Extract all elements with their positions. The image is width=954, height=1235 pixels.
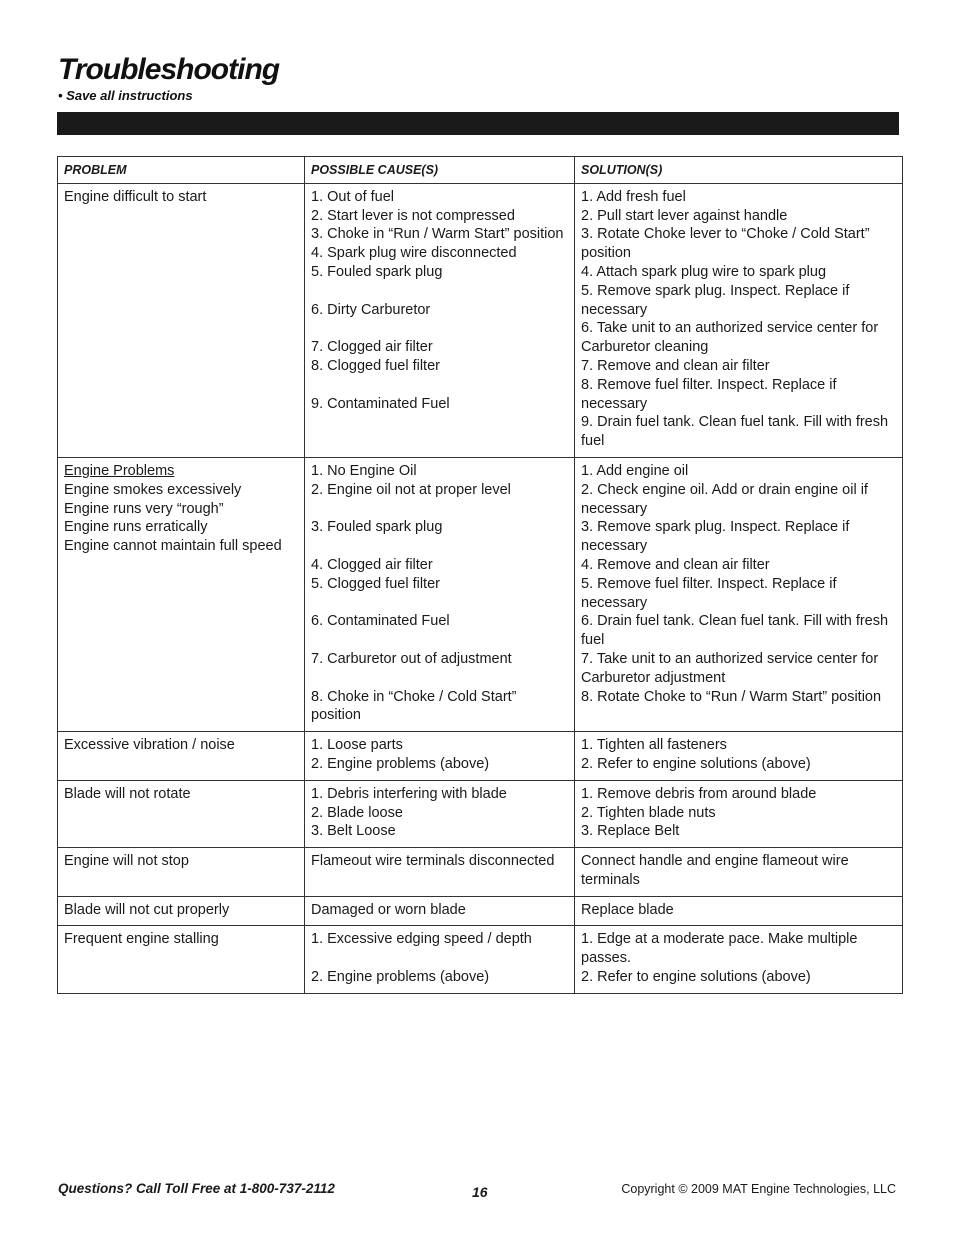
cell-line: 7. Take unit to an authorized service center for Carburetor adjustment xyxy=(581,650,879,686)
cell-line: 8. Remove fuel filter. Inspect. Replace if necessary xyxy=(581,376,837,412)
problem-heading: Engine Problems xyxy=(64,462,175,479)
solution-cell xyxy=(575,457,903,731)
cell-line: 2. Blade loose xyxy=(311,804,403,821)
cell-line: 3. Remove spark plug. Inspect. Replace if necessary xyxy=(581,519,850,555)
cell-line: 1. Tighten all fasteners xyxy=(581,737,727,754)
cell-line: 3. Fouled spark plug xyxy=(311,519,443,536)
line-spacer xyxy=(311,500,568,519)
line-spacer xyxy=(311,631,568,650)
cell-line: 5. Fouled spark plug xyxy=(311,263,443,280)
cell-line: 2. Tighten blade nuts xyxy=(581,804,716,821)
cell-line: Replace blade xyxy=(581,901,674,918)
cell-line: 6. Dirty Carburetor xyxy=(311,301,431,318)
cell-line: 2. Engine oil not at proper level xyxy=(311,481,511,498)
cell-line: Engine smokes excessively xyxy=(64,481,242,498)
cell-line: 1. Loose parts xyxy=(311,737,403,754)
cell-line: 5. Clogged fuel filter xyxy=(311,575,440,592)
cell-line: 7. Carburetor out of adjustment xyxy=(311,650,512,667)
page-title: Troubleshooting xyxy=(58,53,280,86)
footer-phone: Questions? Call Toll Free at 1-800-737-2112 xyxy=(58,1181,335,1196)
table-body xyxy=(58,183,903,993)
cell-line: Engine cannot maintain full speed xyxy=(64,538,282,555)
page-subtitle: • Save all instructions xyxy=(58,88,193,103)
cell-line: Engine runs erratically xyxy=(64,519,208,536)
cause-cell xyxy=(305,732,575,781)
cause-cell xyxy=(305,848,575,897)
page-number: 16 xyxy=(472,1184,488,1200)
cell-line: Engine difficult to start xyxy=(64,188,207,205)
line-spacer xyxy=(311,282,568,301)
table-row xyxy=(58,896,903,926)
cell-line: 8. Choke in “Choke / Cold Start” position xyxy=(311,688,517,724)
problem-cell xyxy=(58,780,305,847)
cell-line: 3. Choke in “Run / Warm Start” position xyxy=(311,226,564,243)
cell-line: 1. Excessive edging speed / depth xyxy=(311,931,532,948)
solution-cell xyxy=(575,780,903,847)
solution-cell xyxy=(575,848,903,897)
cell-line: 1. Remove debris from around blade xyxy=(581,785,817,802)
table-row xyxy=(58,780,903,847)
line-spacer xyxy=(311,376,568,395)
cell-line: 3. Belt Loose xyxy=(311,823,396,840)
cell-line: 7. Remove and clean air filter xyxy=(581,357,770,374)
troubleshooting-table xyxy=(57,156,903,994)
line-spacer xyxy=(311,949,568,968)
cell-line: 1. Debris interfering with blade xyxy=(311,785,507,802)
problem-cell xyxy=(58,896,305,926)
cell-line: 4. Clogged air filter xyxy=(311,556,433,573)
cell-line: 9. Contaminated Fuel xyxy=(311,395,450,412)
cause-cell xyxy=(305,183,575,457)
cell-line: 2. Start lever is not compressed xyxy=(311,207,515,224)
cell-line: 6. Contaminated Fuel xyxy=(311,613,450,630)
problem-cell xyxy=(58,848,305,897)
cell-line: 1. Edge at a moderate pace. Make multiple passes. xyxy=(581,931,858,967)
problem-cell xyxy=(58,457,305,731)
cell-line: 1. No Engine Oil xyxy=(311,462,417,479)
cell-line: Excessive vibration / noise xyxy=(64,737,235,754)
cell-line: 5. Remove spark plug. Inspect. Replace if necessary xyxy=(581,282,850,318)
problem-cell xyxy=(58,926,305,993)
cell-line: 5. Remove fuel filter. Inspect. Replace if necessary xyxy=(581,575,837,611)
table-row xyxy=(58,183,903,457)
cause-cell xyxy=(305,896,575,926)
solution-cell xyxy=(575,896,903,926)
cell-line: 2. Engine problems (above) xyxy=(311,755,490,772)
column-header-causes: POSSIBLE CAUSE(S) xyxy=(305,157,575,184)
solution-cell xyxy=(575,183,903,457)
cell-line: Blade will not rotate xyxy=(64,785,191,802)
cell-line: 3. Rotate Choke lever to “Choke / Cold Start” position xyxy=(581,226,870,262)
cell-line: 2. Refer to engine solutions (above) xyxy=(581,969,811,986)
cell-line: 7. Clogged air filter xyxy=(311,339,433,356)
cell-line: 6. Take unit to an authorized service center for Carburetor cleaning xyxy=(581,320,879,356)
cell-line: Flameout wire terminals disconnected xyxy=(311,853,555,870)
cell-line: 4. Attach spark plug wire to spark plug xyxy=(581,263,827,280)
cell-line: Blade will not cut properly xyxy=(64,901,230,918)
cause-cell xyxy=(305,457,575,731)
cell-line: 8. Clogged fuel filter xyxy=(311,357,440,374)
cell-line: 4. Remove and clean air filter xyxy=(581,556,770,573)
cell-line: 2. Engine problems (above) xyxy=(311,969,490,986)
footer-copyright: Copyright © 2009 MAT Engine Technologies, LLC xyxy=(621,1182,896,1196)
section-header-bar xyxy=(57,112,899,135)
cell-line: Connect handle and engine flameout wire terminals xyxy=(581,853,849,888)
table-row xyxy=(58,848,903,897)
problem-cell xyxy=(58,732,305,781)
solution-cell xyxy=(575,732,903,781)
cell-line: 4. Spark plug wire disconnected xyxy=(311,245,517,262)
cause-cell xyxy=(305,926,575,993)
cell-line: 1. Add fresh fuel xyxy=(581,188,686,205)
table-row xyxy=(58,926,903,993)
cause-cell xyxy=(305,780,575,847)
cell-line: 6. Drain fuel tank. Clean fuel tank. Fill with fresh fuel xyxy=(581,613,889,649)
line-spacer xyxy=(311,669,568,688)
cell-line: Frequent engine stalling xyxy=(64,931,219,948)
cell-line: 3. Replace Belt xyxy=(581,823,680,840)
line-spacer xyxy=(311,319,568,338)
cell-line: 9. Drain fuel tank. Clean fuel tank. Fill with fresh fuel xyxy=(581,414,889,450)
column-header-solutions: SOLUTION(S) xyxy=(575,157,903,184)
cell-line: 8. Rotate Choke to “Run / Warm Start” position xyxy=(581,688,882,705)
cell-line: 1. Out of fuel xyxy=(311,188,395,205)
problem-cell xyxy=(58,183,305,457)
table-header-row xyxy=(58,157,903,184)
cell-line: Damaged or worn blade xyxy=(311,901,466,918)
table-row xyxy=(58,732,903,781)
line-spacer xyxy=(311,537,568,556)
cell-line: 2. Refer to engine solutions (above) xyxy=(581,755,811,772)
cell-line: Engine will not stop xyxy=(64,853,189,870)
cell-line: 2. Check engine oil. Add or drain engine oil if necessary xyxy=(581,481,868,517)
solution-cell xyxy=(575,926,903,993)
cell-line: 2. Pull start lever against handle xyxy=(581,207,788,224)
table-row xyxy=(58,457,903,731)
cell-line: 1. Add engine oil xyxy=(581,462,689,479)
cell-line: Engine runs very “rough” xyxy=(64,500,224,517)
column-header-problem: PROBLEM xyxy=(58,157,305,184)
line-spacer xyxy=(311,594,568,613)
